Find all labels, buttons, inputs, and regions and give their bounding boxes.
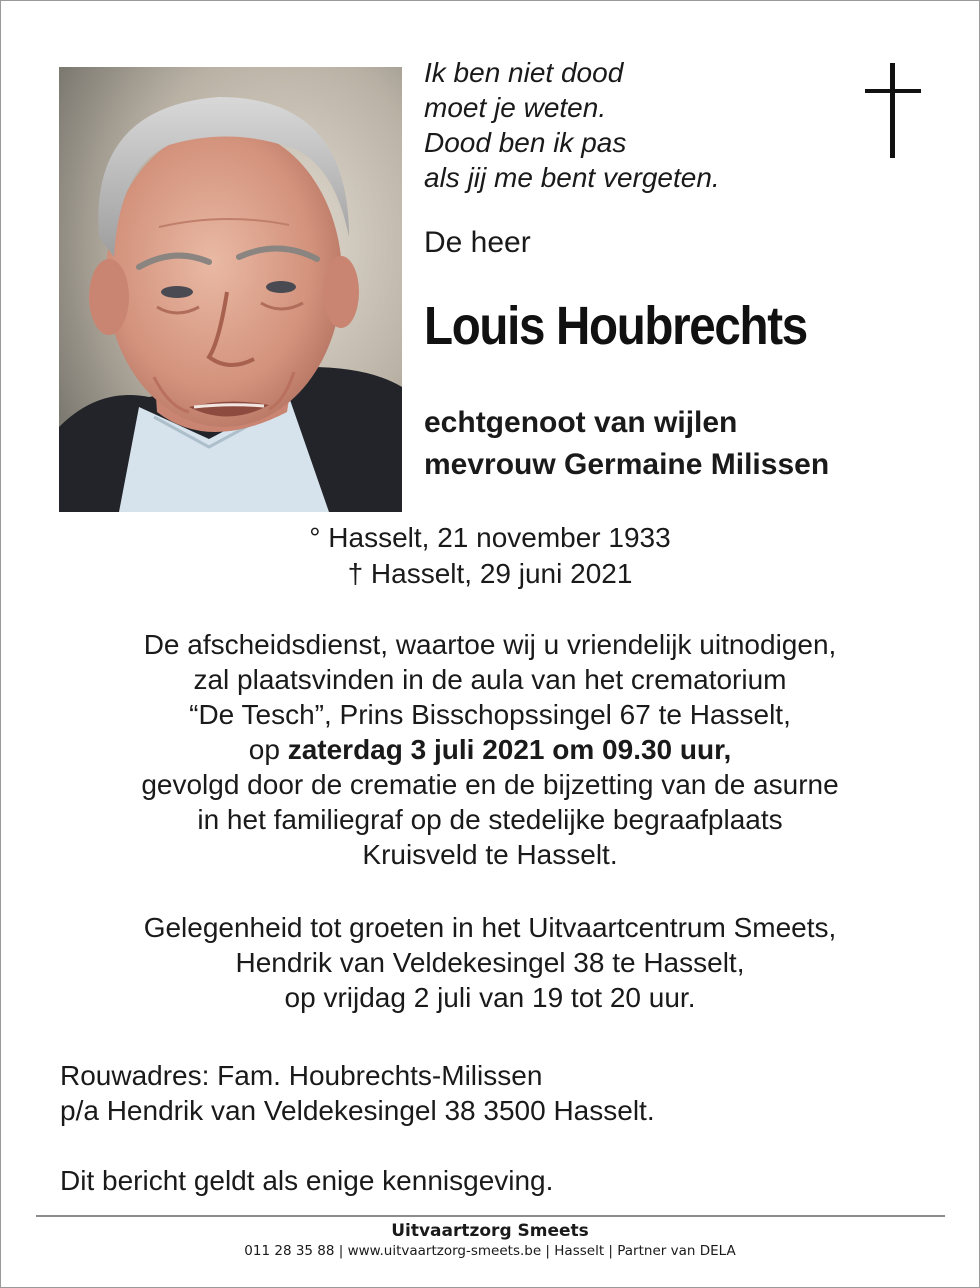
memorial-poem — [424, 55, 720, 195]
visitation-details — [0, 910, 980, 1015]
spouse-info — [424, 402, 829, 486]
portrait-illustration — [59, 67, 402, 512]
deceased-name: Louis Houbrechts — [424, 296, 807, 356]
service-line: in het familiegraf op de stedelijke begraafplaats — [197, 804, 783, 835]
poem-line: als jij me bent vergeten. — [424, 162, 720, 193]
service-date: zaterdag 3 juli 2021 om 09.30 uur, — [287, 734, 732, 765]
life-dates — [0, 520, 980, 592]
footer-divider — [36, 1215, 945, 1217]
honorific: De heer — [424, 226, 531, 259]
birth-date: ° Hasselt, 21 november 1933 — [309, 522, 671, 553]
address-line: p/a Hendrik van Veldekesingel 38 3500 Hasselt. — [60, 1095, 655, 1126]
service-line: gevolgd door de crematie en de bijzetting van de asurne — [141, 769, 839, 800]
service-line: “De Tesch”, Prins Bisschopssingel 67 te Hasselt, — [189, 699, 791, 730]
service-date-line — [0, 732, 980, 767]
service-line: Kruisveld te Hasselt. — [362, 839, 618, 870]
service-date-prefix: op — [248, 734, 288, 765]
service-line: De afscheidsdienst, waartoe wij u vriendelijk uitnodigen, — [143, 629, 837, 660]
service-line: zal plaatsvinden in de aula van het crematorium — [193, 664, 787, 695]
poem-line: Ik ben niet dood — [424, 57, 624, 88]
spouse-line: echtgenoot van wijlen — [424, 406, 738, 439]
death-date: † Hasselt, 29 juni 2021 — [347, 558, 633, 589]
mourning-address — [60, 1058, 655, 1128]
funeral-home-contact: 011 28 35 88 | www.uitvaartzorg-smeets.be | Hasselt | Partner van DELA — [244, 1243, 736, 1259]
poem-line: Dood ben ik pas — [424, 127, 627, 158]
visitation-line: Hendrik van Veldekesingel 38 te Hasselt, — [235, 947, 745, 978]
funeral-home-name: Uitvaartzorg Smeets — [391, 1221, 589, 1241]
notice-text: Dit bericht geldt als enige kennisgeving. — [60, 1165, 554, 1196]
service-details — [0, 627, 980, 872]
visitation-line: Gelegenheid tot groeten in het Uitvaartcentrum Smeets, — [143, 912, 837, 943]
poem-line: moet je weten. — [424, 92, 607, 123]
portrait-photo — [59, 67, 402, 512]
spouse-line: mevrouw Germaine Milissen — [424, 448, 830, 481]
visitation-line: op vrijdag 2 juli van 19 tot 20 uur. — [284, 982, 696, 1013]
cross-icon — [865, 63, 921, 158]
address-line: Rouwadres: Fam. Houbrechts-Milissen — [60, 1060, 543, 1091]
